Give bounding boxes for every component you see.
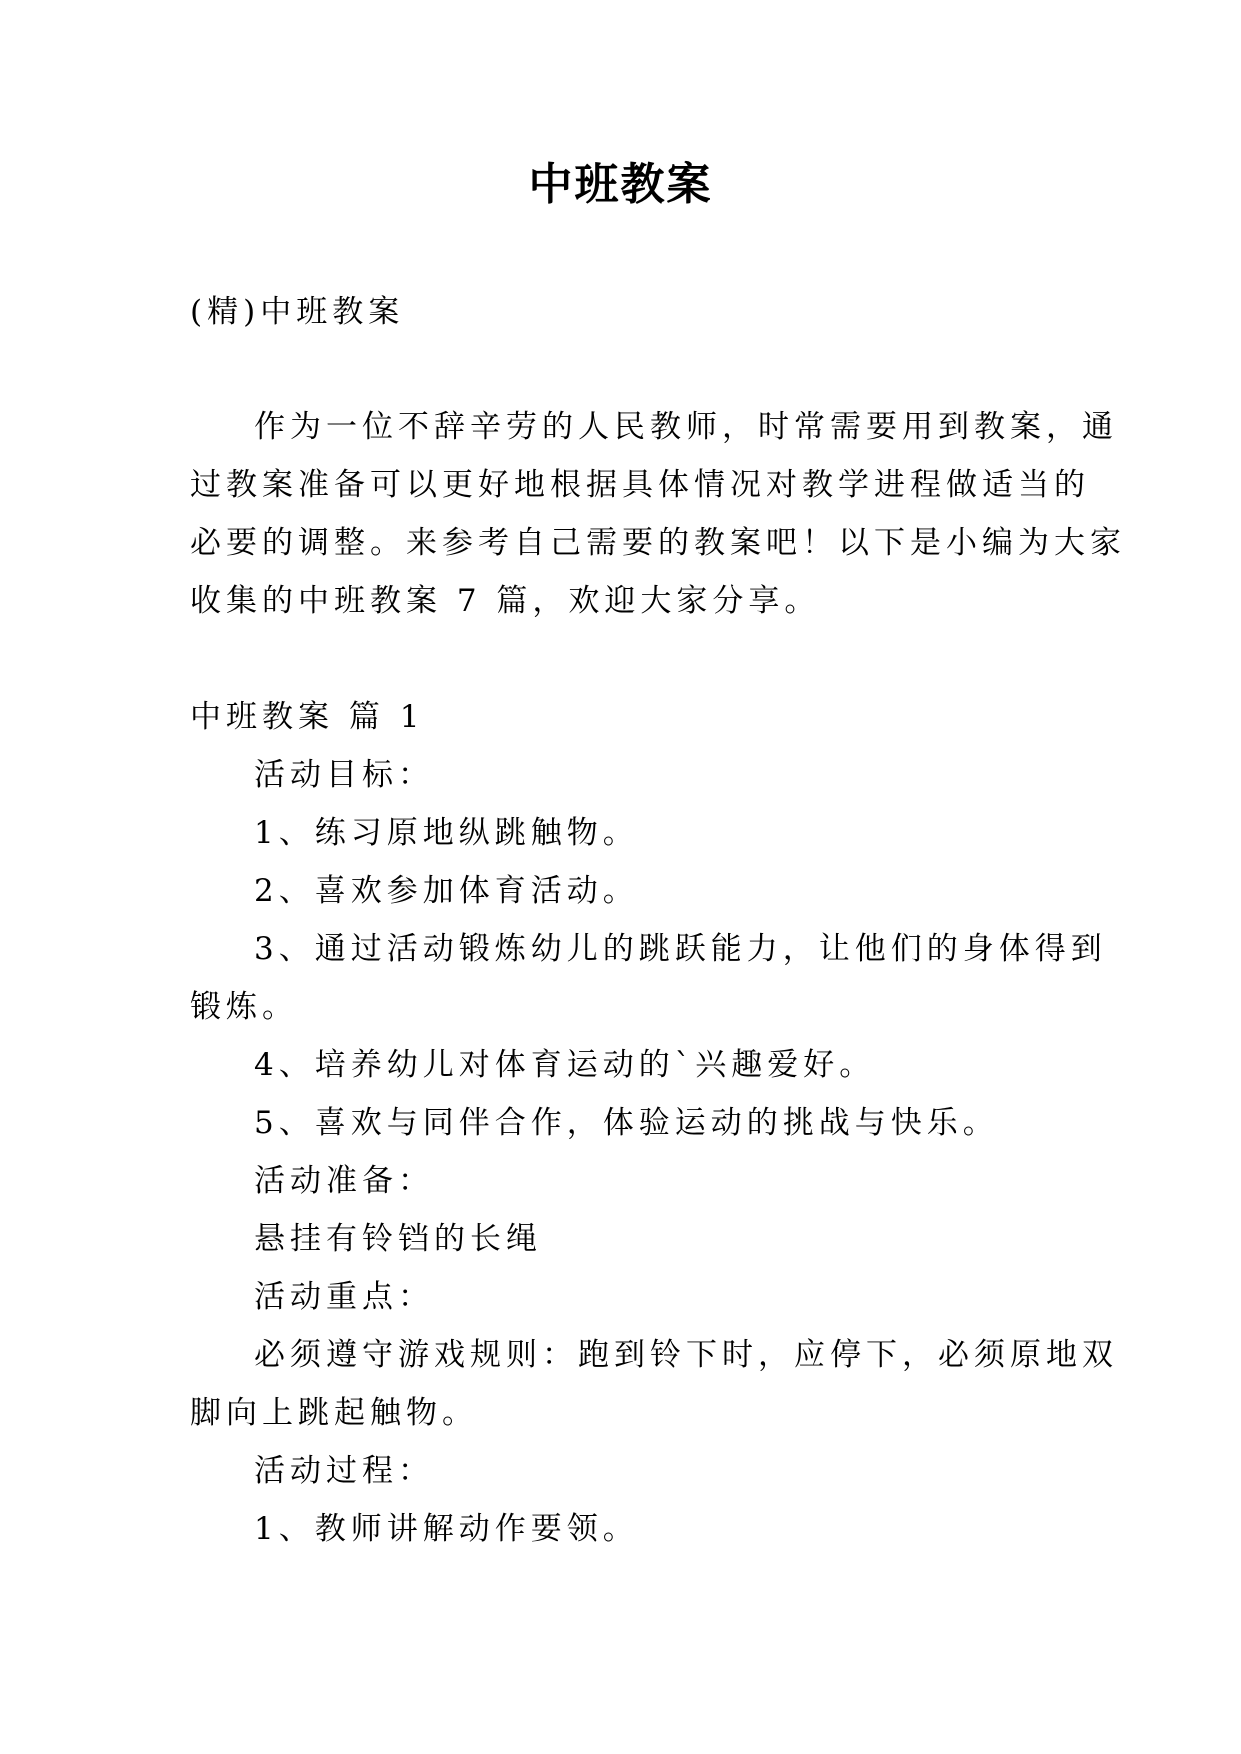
body-line-14: 1、教师讲解动作要领。 <box>254 1511 639 1547</box>
body-line-6: 4、培养幼儿对体育运动的`兴趣爱好。 <box>254 1047 876 1083</box>
body-line-10: 活动重点： <box>254 1279 434 1315</box>
body-line-3: 2、喜欢参加体育活动。 <box>254 873 639 909</box>
intro-line-2: 过教案准备可以更好地根据具体情况对教学进程做适当的 <box>190 467 1090 503</box>
body-line-1: 活动目标： <box>254 757 434 793</box>
body-line-9: 悬挂有铃铛的长绳 <box>254 1221 542 1257</box>
document-subtitle: (精)中班教案 <box>190 294 405 330</box>
intro-line-1: 作为一位不辞辛劳的人民教师，时常需要用到教案，通 <box>254 409 1118 445</box>
body-line-2: 1、练习原地纵跳触物。 <box>254 815 639 851</box>
intro-line-4: 收集的中班教案 7 篇，欢迎大家分享。 <box>190 583 821 619</box>
body-line-13: 活动过程： <box>254 1453 434 1489</box>
body-line-8: 活动准备： <box>254 1163 434 1199</box>
body-line-5: 锻炼。 <box>190 989 298 1025</box>
section-heading: 中班教案 篇 1 <box>190 699 425 735</box>
body-line-12: 脚向上跳起触物。 <box>190 1395 478 1431</box>
intro-line-3: 必要的调整。来参考自己需要的教案吧！以下是小编为大家 <box>190 525 1126 561</box>
body-line-7: 5、喜欢与同伴合作，体验运动的挑战与快乐。 <box>254 1105 999 1141</box>
body-line-11: 必须遵守游戏规则：跑到铃下时，应停下，必须原地双 <box>254 1337 1118 1373</box>
document-title: 中班教案 <box>528 159 713 210</box>
body-line-4: 3、通过活动锻炼幼儿的跳跃能力，让他们的身体得到 <box>254 931 1107 967</box>
